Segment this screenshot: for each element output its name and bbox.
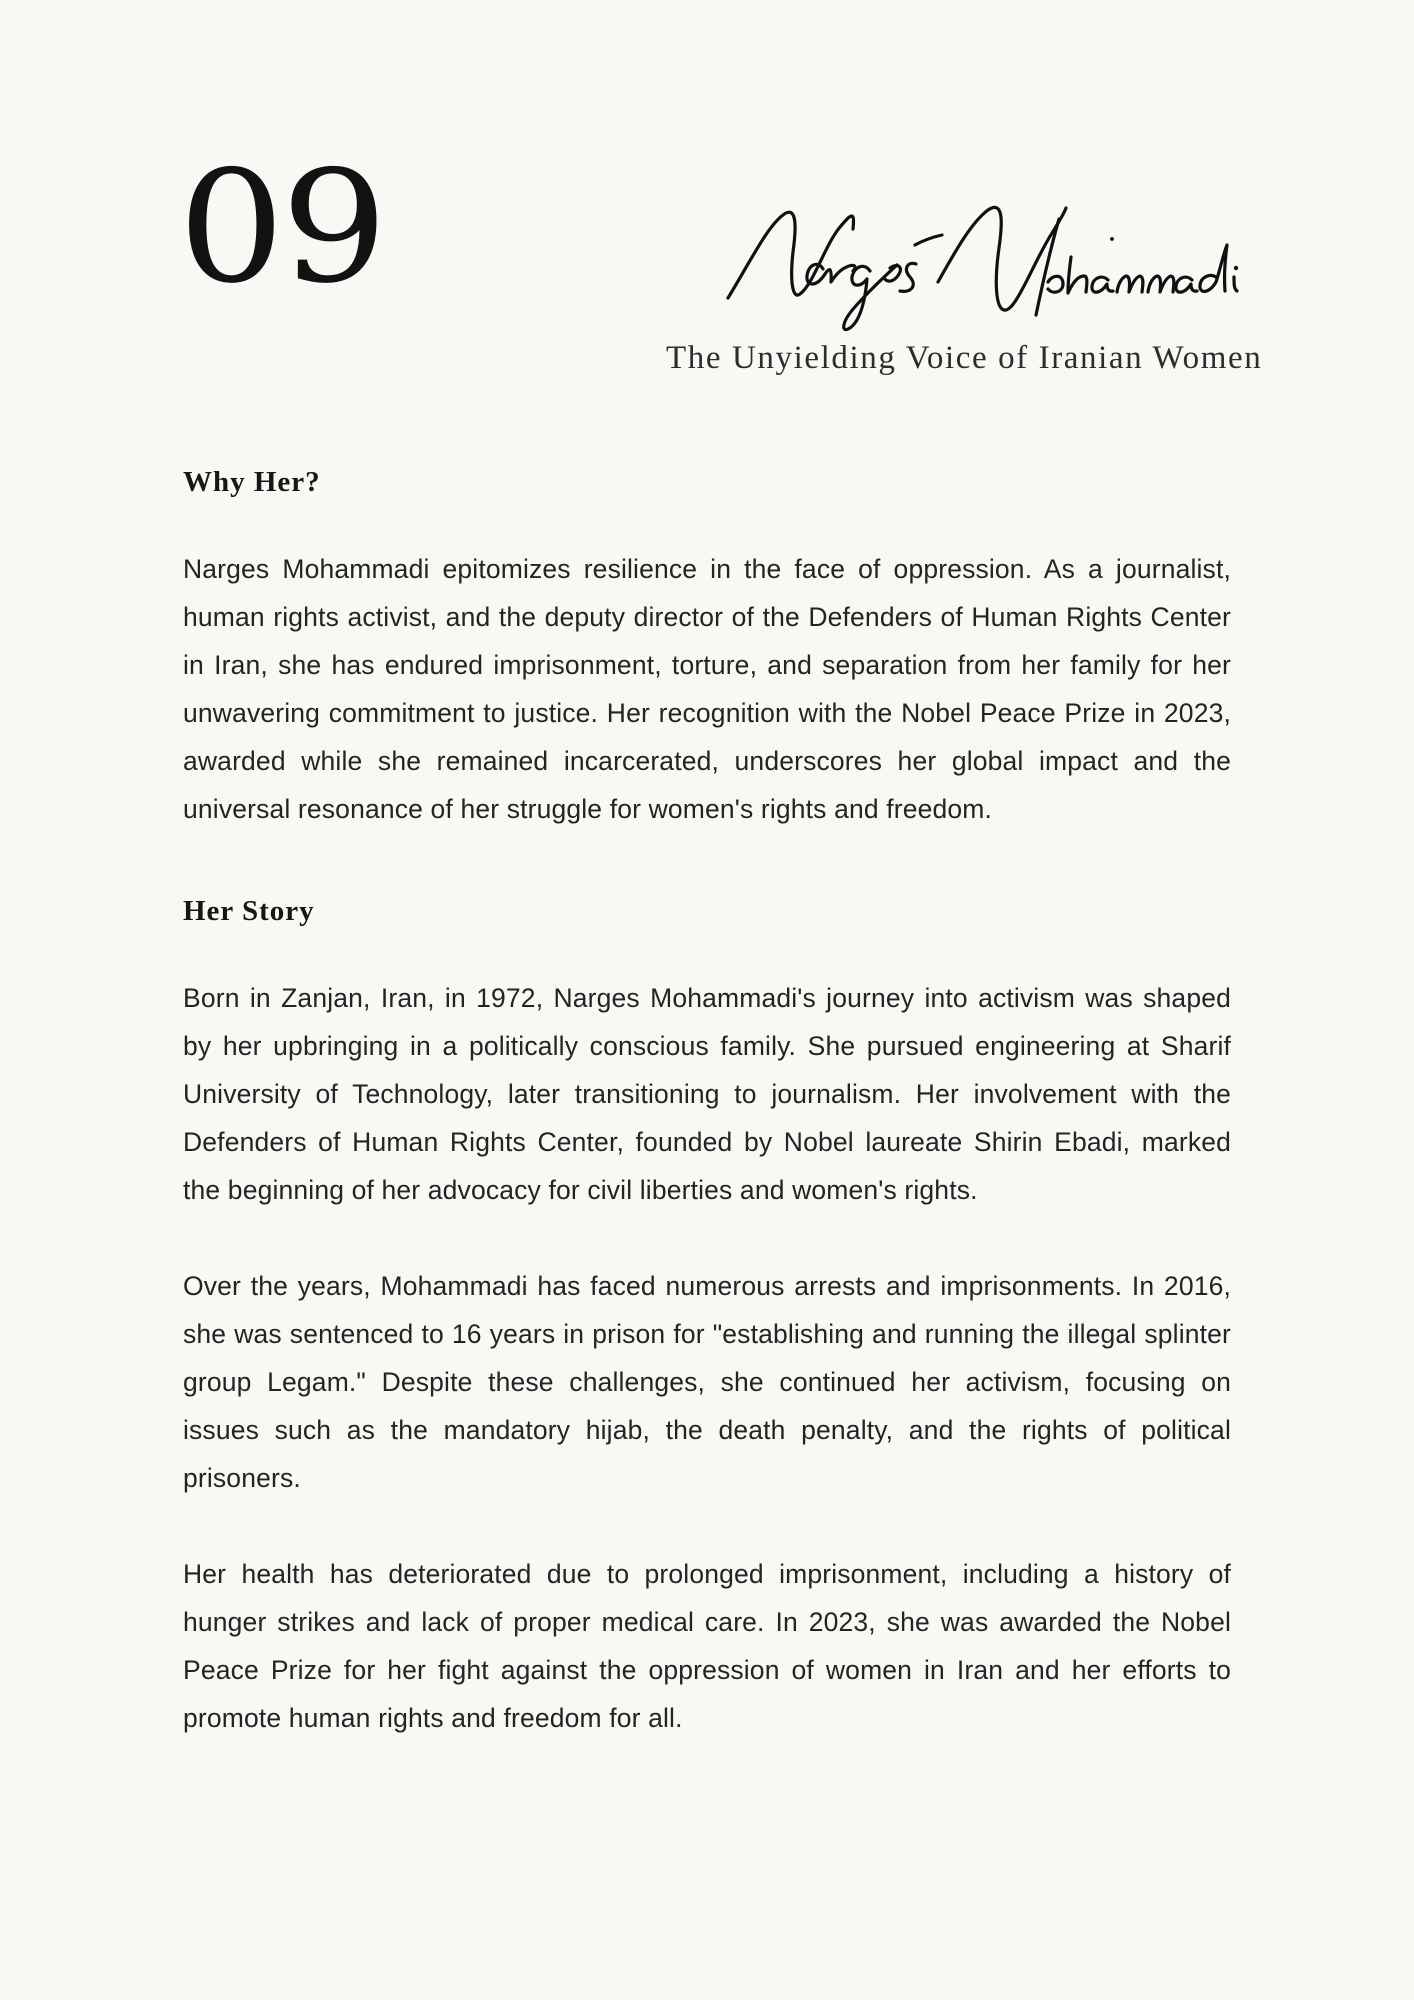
name-signature [722, 190, 1242, 340]
her-story-paragraph-3: Her health has deteriorated due to prolonged imprisonment, including a history of hunger strikes and lack of proper medical care. In 2023, she was awarded the Nobel Peace Prize for her fight against the oppression of women in Iran and her efforts to promote human rights and freedom for all. [183, 1559, 1231, 1733]
signature-drawing [722, 190, 1242, 340]
section-heading-her-story: Her Story [183, 895, 315, 927]
chapter-number: 09 [178, 137, 384, 318]
document-body [183, 462, 1231, 1742]
her-story-paragraph-1: Born in Zanjan, Iran, in 1972, Narges Mohammadi's journey into activism was shaped by her upbringing in a politically conscious family. She pursued engineering at Sharif University of Technology, later transitioning to journalism. Her involvement with the Defenders of Human Rights Center, founded by Nobel laureate Shirin Ebadi, marked the beginning of her advocacy for civil liberties and women's rights. [183, 983, 1231, 1205]
her-story-paragraph-2: Over the years, Mohammadi has faced numerous arrests and imprisonments. In 2016, she was sentenced to 16 years in prison for "establishing and running the illegal splinter group Legam." Despite these challenges, she continued her activism, focusing on issues such as the mandatory hijab, the death penalty, and the rights of political prisoners. [183, 1271, 1231, 1493]
section-heading-why-her: Why Her? [183, 466, 321, 498]
page-subtitle: The Unyielding Voice of Iranian Women [666, 340, 1263, 376]
why-her-paragraph: Narges Mohammadi epitomizes resilience in the face of oppression. As a journalist, human rights activist, and the deputy director of the Defenders of Human Rights Center in Iran, she has endured imprisonment, torture, and separation from her family for her unwavering commitment to justice. Her recognition with the Nobel Peace Prize in 2023, awarded while she remained incarcerated, underscores her global impact and the universal resonance of her struggle for women's rights and freedom. [183, 554, 1231, 824]
